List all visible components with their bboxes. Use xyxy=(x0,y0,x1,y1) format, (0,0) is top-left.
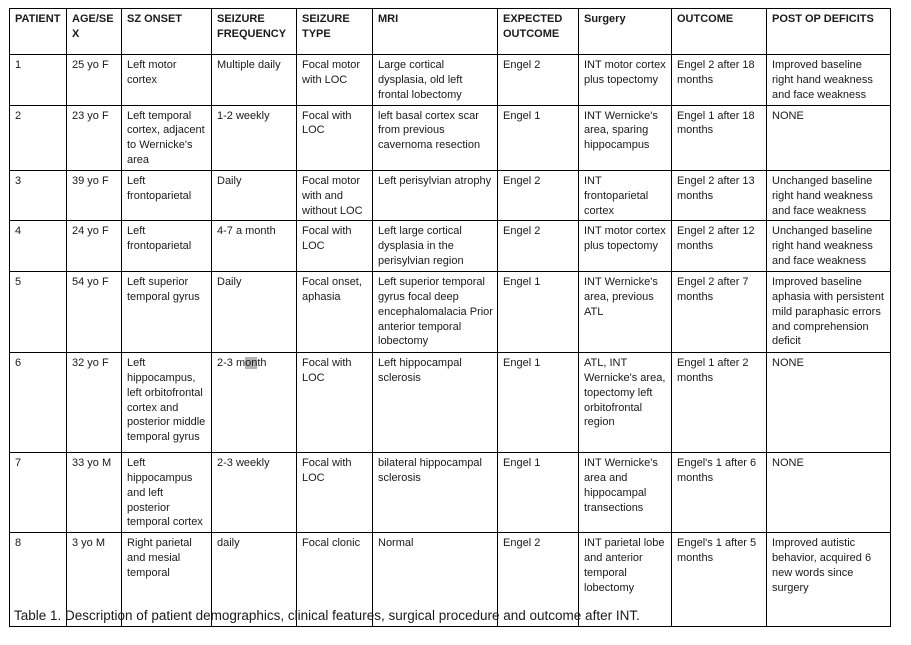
table-cell: Multiple daily xyxy=(212,55,297,106)
table-cell: Engel 2 xyxy=(498,170,579,221)
table-cell: NONE xyxy=(767,352,891,452)
table-caption: Table 1. Description of patient demographics, clinical features, surgical procedure and outcome after INT. xyxy=(14,608,640,623)
table-body xyxy=(10,55,891,627)
table-cell: 5 xyxy=(10,271,67,352)
table-cell: 23 yo F xyxy=(67,105,122,170)
table-cell: Left hippocampus and left posterior temporal cortex xyxy=(122,452,212,532)
table-cell: Improved autistic behavior, acquired 6 new words since surgery xyxy=(767,533,891,627)
table-cell: Right parietal and mesial temporal xyxy=(122,533,212,627)
table-cell: 24 yo F xyxy=(67,221,122,272)
table-cell: INT Wernicke's area, previous ATL xyxy=(579,271,672,352)
table-cell: Engel 1 xyxy=(498,352,579,452)
table-cell: 54 yo F xyxy=(67,271,122,352)
column-header: OUTCOME xyxy=(672,9,767,55)
table-row xyxy=(10,352,891,452)
table-cell: Left hippocampus, left orbitofrontal cortex and posterior middle temporal gyrus xyxy=(122,352,212,452)
table-cell: Engel 2 after 7 months xyxy=(672,271,767,352)
table-cell: Focal onset, aphasia xyxy=(297,271,373,352)
header-row xyxy=(10,9,891,55)
table-cell: 3 xyxy=(10,170,67,221)
table-cell: 1-2 weekly xyxy=(212,105,297,170)
table-cell: Daily xyxy=(212,271,297,352)
table-cell: 1 xyxy=(10,55,67,106)
table-cell: Left superior temporal gyrus xyxy=(122,271,212,352)
table-cell: 7 xyxy=(10,452,67,532)
table-cell: Engel 1 after 18 months xyxy=(672,105,767,170)
table-row xyxy=(10,55,891,106)
table-row xyxy=(10,221,891,272)
table-cell: Normal xyxy=(373,533,498,627)
table-cell: Left superior temporal gyrus focal deep encephalomalacia Prior anterior temporal lobectomy xyxy=(373,271,498,352)
table-cell: Unchanged baseline right hand weakness and face weakness xyxy=(767,170,891,221)
table-cell: 39 yo F xyxy=(67,170,122,221)
table-cell: INT Wernicke's area, sparing hippocampus xyxy=(579,105,672,170)
table-cell: left basal cortex scar from previous cavernoma resection xyxy=(373,105,498,170)
table-cell: Left temporal cortex, adjacent to Wernicke's area xyxy=(122,105,212,170)
table-cell: Engel 2 xyxy=(498,55,579,106)
table-cell: Engel 2 after 12 months xyxy=(672,221,767,272)
table-cell: Engel 1 xyxy=(498,271,579,352)
table-cell: 2 xyxy=(10,105,67,170)
table-cell: Left hippocampal sclerosis xyxy=(373,352,498,452)
table-cell: 4 xyxy=(10,221,67,272)
table-cell: Focal with LOC xyxy=(297,452,373,532)
table-row xyxy=(10,105,891,170)
table-cell: 33 yo M xyxy=(67,452,122,532)
table-cell: 8 xyxy=(10,533,67,627)
table-cell: Left motor cortex xyxy=(122,55,212,106)
table-cell: INT motor cortex plus topectomy xyxy=(579,221,672,272)
table-cell: Unchanged baseline right hand weakness and face weakness xyxy=(767,221,891,272)
table-cell: NONE xyxy=(767,105,891,170)
table-cell: 32 yo F xyxy=(67,352,122,452)
table-cell: Left large cortical dysplasia in the perisylvian region xyxy=(373,221,498,272)
patient-table xyxy=(9,8,891,627)
table-cell: bilateral hippocampal sclerosis xyxy=(373,452,498,532)
table-cell: Left frontoparietal xyxy=(122,221,212,272)
table-cell: Engel 2 xyxy=(498,533,579,627)
table-cell: INT frontoparietal cortex xyxy=(579,170,672,221)
table-cell: INT parietal lobe and anterior temporal lobectomy xyxy=(579,533,672,627)
table-cell: Focal with LOC xyxy=(297,352,373,452)
column-header: SZ ONSET xyxy=(122,9,212,55)
column-header: MRI xyxy=(373,9,498,55)
table-cell: ATL, INT Wernicke's area, topectomy left orbitofrontal region xyxy=(579,352,672,452)
table-cell: Focal with LOC xyxy=(297,105,373,170)
table-cell: Engel 1 xyxy=(498,105,579,170)
table-cell: Left perisylvian atrophy xyxy=(373,170,498,221)
table-row xyxy=(10,170,891,221)
column-header: EXPECTED OUTCOME xyxy=(498,9,579,55)
table-row xyxy=(10,271,891,352)
column-header: SEIZURE FREQUENCY xyxy=(212,9,297,55)
column-header: Surgery xyxy=(579,9,672,55)
table-cell: 25 yo F xyxy=(67,55,122,106)
table-cell: 2-3 weekly xyxy=(212,452,297,532)
table-cell: 4-7 a month xyxy=(212,221,297,272)
table-cell: 3 yo M xyxy=(67,533,122,627)
table-cell: Left frontoparietal xyxy=(122,170,212,221)
table-cell: Engel 1 xyxy=(498,452,579,532)
table-cell: daily xyxy=(212,533,297,627)
table-cell: Engel's 1 after 6 months xyxy=(672,452,767,532)
table-cell: 6 xyxy=(10,352,67,452)
table-cell: INT Wernicke's area and hippocampal transections xyxy=(579,452,672,532)
table-row xyxy=(10,452,891,532)
table-cell: Focal with LOC xyxy=(297,221,373,272)
table-cell: Focal motor with and without LOC xyxy=(297,170,373,221)
table-cell: Engel 1 after 2 months xyxy=(672,352,767,452)
table-cell: 2-3 month xyxy=(212,352,297,452)
column-header: AGE/SEX xyxy=(67,9,122,55)
table-cell: NONE xyxy=(767,452,891,532)
column-header: SEIZURE TYPE xyxy=(297,9,373,55)
table-cell: Focal motor with LOC xyxy=(297,55,373,106)
table-cell: Focal clonic xyxy=(297,533,373,627)
table-cell: Engel 2 xyxy=(498,221,579,272)
table-cell: Engel's 1 after 5 months xyxy=(672,533,767,627)
text-highlight: on xyxy=(245,356,258,369)
table-cell: Improved baseline aphasia with persistent mild paraphasic errors and comprehension deficit xyxy=(767,271,891,352)
table-cell: INT motor cortex plus topectomy xyxy=(579,55,672,106)
table-cell: Engel 2 after 13 months xyxy=(672,170,767,221)
table-cell: Large cortical dysplasia, old left frontal lobectomy xyxy=(373,55,498,106)
column-header: POST OP DEFICITS xyxy=(767,9,891,55)
column-header: PATIENT xyxy=(10,9,67,55)
table-cell: Improved baseline right hand weakness and face weakness xyxy=(767,55,891,106)
table-cell: Daily xyxy=(212,170,297,221)
table-cell: Engel 2 after 18 months xyxy=(672,55,767,106)
